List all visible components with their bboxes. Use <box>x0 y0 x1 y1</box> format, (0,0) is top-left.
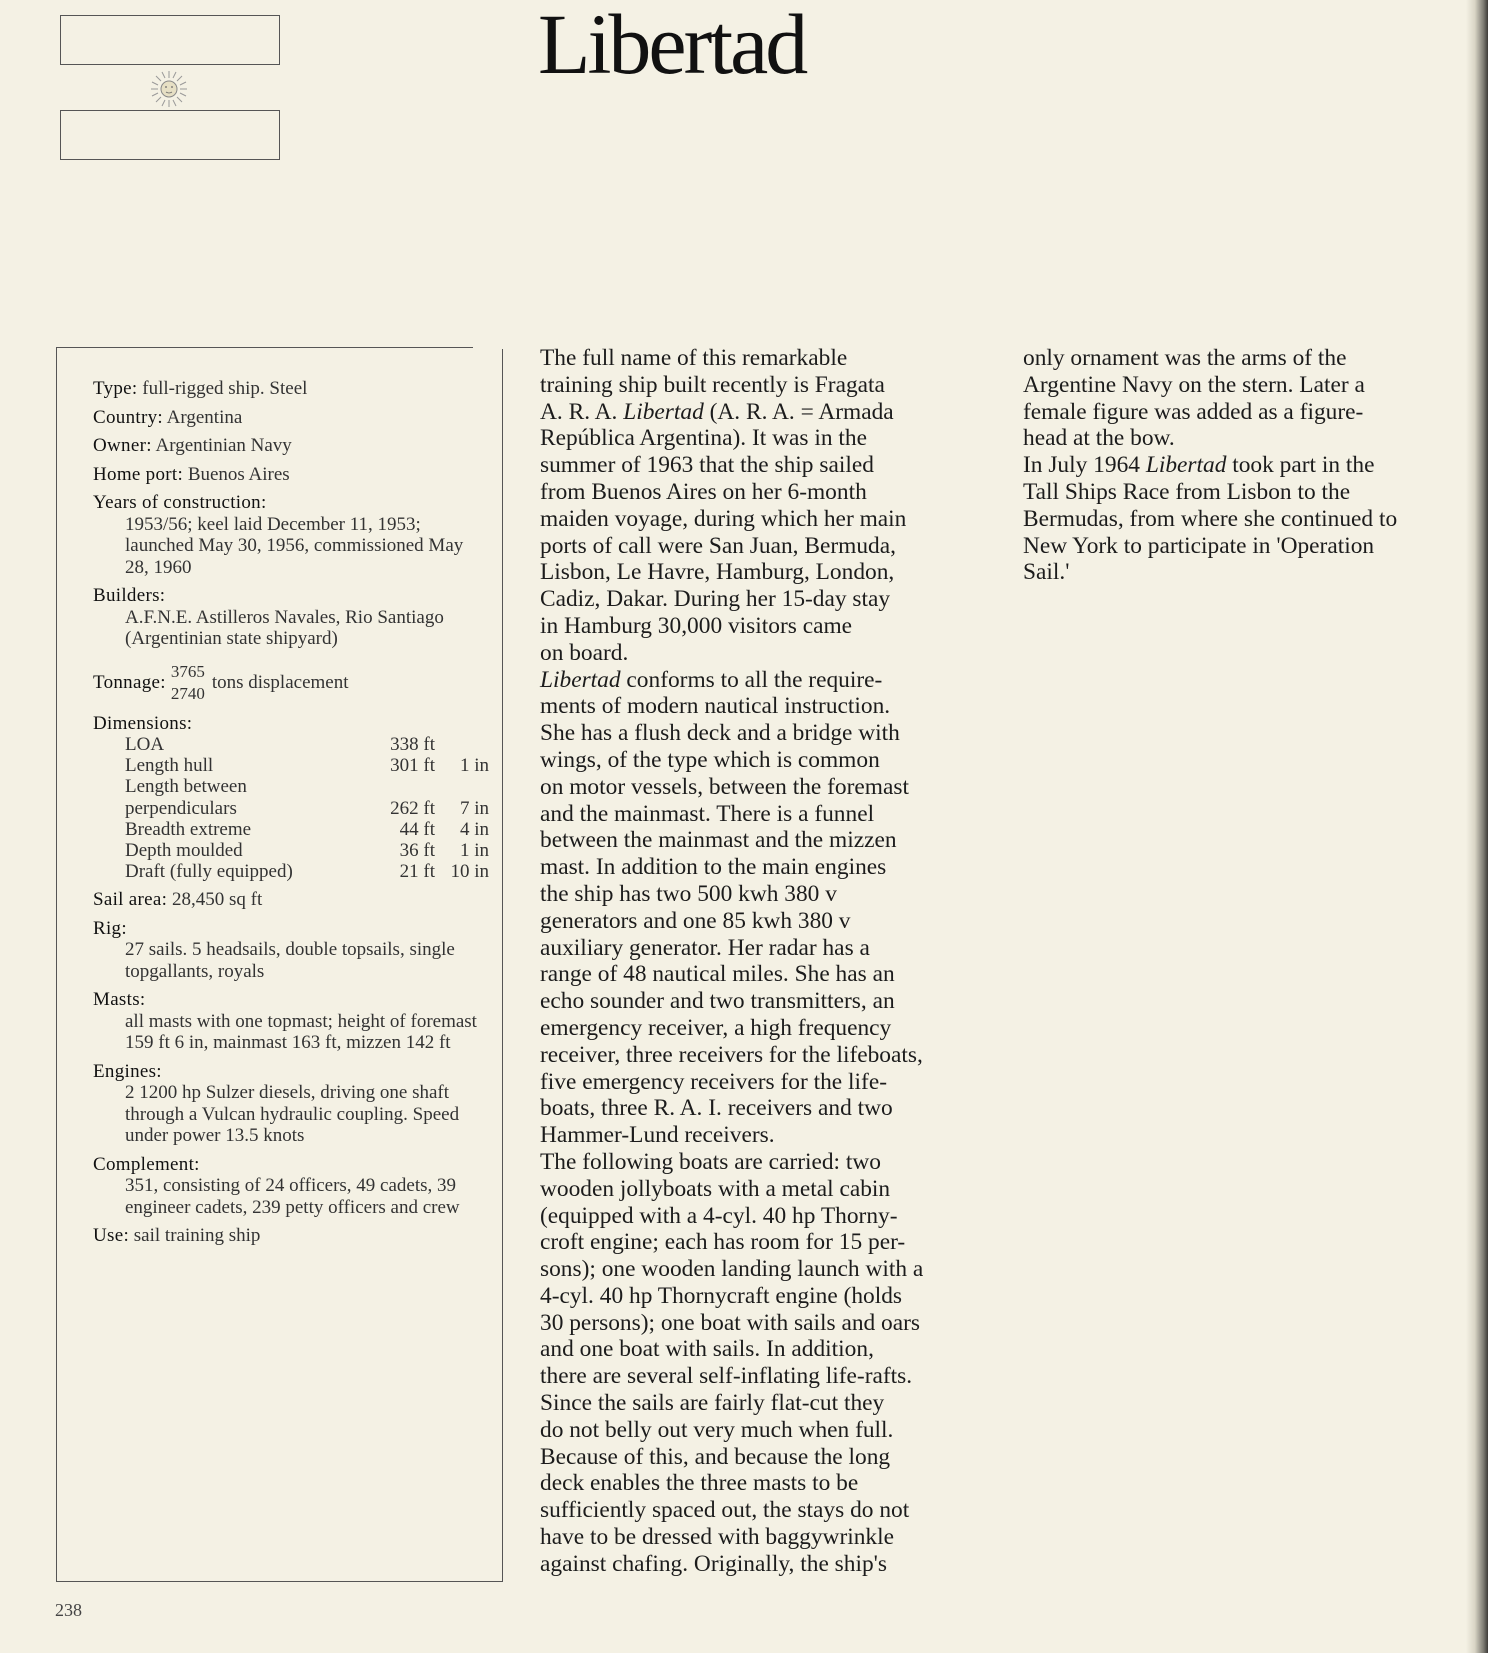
dim-ft <box>387 776 435 797</box>
body-paragraph: The following boats are carried: two wooden jollyboats with a metal cabin (equipped with a 4-cyl. 40 hp Thorny- croft engine; each has room for 15 per- sons); one wooden landing launch with a 4-cyl. 40 hp Thornycraft engine (holds 30 persons); one boat with sails and oars and one boat with sails. In addition, there are several self-inflating life-rafts. Since the sails are fairly flat-cut they do not belly out very much when full. Because of this, and because the long deck enables the three masts to be sufficiently spaced out, the stays do not have to be dressed with baggywrinkle against chafing. Originally, the ship's <box>540 1148 924 1577</box>
spec-label: Home port: <box>93 463 184 485</box>
flag-top-stripe <box>60 15 280 65</box>
text-run: In July 1964 <box>1023 452 1146 479</box>
spec-value: 27 sails. 5 headsails, double topsails, single topgallants, royals <box>125 939 455 982</box>
ship-name: Libertad <box>1145 452 1227 479</box>
spec-home-port <box>93 464 489 486</box>
spec-value: 28,450 sq ft <box>171 889 263 911</box>
spec-value: 351, consisting of 24 officers, 49 cadets, 39 engineer cadets, 239 petty officers and crew <box>125 1175 460 1218</box>
specifications-list <box>93 378 489 1254</box>
spec-value: A.F.N.E. Astilleros Navales, Rio Santiago (Argentinian state shipyard) <box>125 606 444 649</box>
tonnage-unit: tons displacement <box>211 671 349 693</box>
dim-name: perpendiculars <box>125 797 237 819</box>
spec-engines <box>93 1061 489 1147</box>
table-row <box>93 734 489 755</box>
dim-ft: 36 ft <box>399 840 435 862</box>
table-row <box>93 755 489 776</box>
spec-value: Argentina <box>166 406 243 428</box>
spec-dimensions <box>93 713 489 883</box>
dim-in: 1 in <box>459 840 489 862</box>
spec-tonnage <box>93 657 489 709</box>
spec-label: Dimensions: <box>93 712 193 734</box>
dim-ft: 21 ft <box>399 861 435 883</box>
spec-label: Type: <box>93 378 138 399</box>
tonnage-fraction <box>171 661 205 705</box>
dim-in: 7 in <box>459 797 489 819</box>
dim-ft: 262 ft <box>390 797 435 819</box>
dim-name: Length between <box>125 776 247 798</box>
spec-value: 2 1200 hp Sulzer diesels, driving one shaft through a Vulcan hydraulic coupling. Speed under power 13.5 knots <box>125 1082 460 1147</box>
dim-in <box>435 776 489 797</box>
spec-label: Years of construction: <box>93 492 267 513</box>
book-gutter-shadow <box>1466 0 1488 1653</box>
text-run: The full name of this remarkable training ship built recently is Fragata A. R. A. <box>540 345 885 425</box>
spec-value: 1953/56; keel laid December 11, 1953; launched May 30, 1956, commissioned May 28, 1960 <box>125 513 464 578</box>
spec-value: full-rigged ship. Steel <box>142 378 308 399</box>
table-row <box>93 840 489 861</box>
tonnage-top: 3765 <box>170 661 205 681</box>
spec-label: Sail area: <box>93 889 168 911</box>
spec-value: sail training ship <box>133 1225 261 1247</box>
table-row <box>93 861 489 882</box>
spec-label: Builders: <box>93 585 166 606</box>
dim-name: Depth moulded <box>125 840 243 862</box>
dim-name: LOA <box>125 734 165 755</box>
spec-value: Buenos Aires <box>187 463 290 485</box>
spec-label: Complement: <box>93 1153 200 1175</box>
dim-ft: 338 ft <box>390 734 435 755</box>
dim-in: 1 in <box>459 755 489 777</box>
spec-label: Tonnage: <box>93 671 166 693</box>
spec-masts <box>93 989 489 1054</box>
body-column-1 <box>540 345 982 1578</box>
body-paragraph: only ornament was the arms of the Argentine Navy on the stern. Later a female figure was added as a figure- head at the bow. <box>1023 345 1365 452</box>
table-row <box>93 819 489 840</box>
specifications-box <box>56 347 503 1582</box>
table-row <box>93 798 489 819</box>
spec-country <box>93 407 489 429</box>
body-paragraph <box>540 667 982 1149</box>
spec-label: Use: <box>93 1225 130 1247</box>
spec-years <box>93 492 489 578</box>
spec-value: Argentinian Navy <box>155 435 292 456</box>
spec-label: Masts: <box>93 989 146 1011</box>
dimensions-table <box>93 734 489 882</box>
spec-label: Owner: <box>93 435 152 456</box>
spec-value: all masts with one topmast; height of foremast 159 ft 6 in, mainmast 163 ft, mizzen 142 ft <box>125 1010 477 1054</box>
text-run: (A. R. A. = Armada República Argentina). It was in the summer of 1963 that the ship sailed from Buenos Aires on her 6-month maiden voyage, during which her main ports of call were San Juan, Bermuda, Lisbon, Le Havre, Hamburg, London, Cadiz, Dakar. During her 15-day stay in Hamburg 30,000 visitors came on board. <box>540 398 907 666</box>
tonnage-bottom: 2740 <box>170 683 205 703</box>
spec-owner <box>93 435 489 457</box>
dim-in <box>435 734 489 755</box>
body-paragraph <box>540 345 982 667</box>
spec-type <box>93 378 489 400</box>
dim-in: 10 in <box>450 861 489 883</box>
table-row <box>93 776 489 797</box>
body-paragraph <box>1023 452 1468 586</box>
page-title: Libertad <box>538 0 806 92</box>
spec-builders <box>93 585 489 650</box>
spec-complement <box>93 1154 489 1219</box>
spec-sail-area <box>93 889 489 911</box>
text-run: took part in the Tall Ships Race from Lisbon to the Bermudas, from where she continued to New York to participate in 'Operation Sail.' <box>1023 452 1398 586</box>
ship-name: Libertad <box>540 666 621 693</box>
body-column-2 <box>1023 345 1468 586</box>
dim-ft: 44 ft <box>399 818 435 840</box>
sun-of-may-icon <box>148 68 190 110</box>
spec-label: Country: <box>93 406 163 428</box>
dim-in: 4 in <box>459 818 489 840</box>
dim-name: Length hull <box>125 755 214 777</box>
spec-rig <box>93 918 489 983</box>
dim-name: Draft (fully equipped) <box>125 861 293 883</box>
ship-name: Libertad <box>623 398 704 425</box>
flag-bottom-stripe <box>60 110 280 160</box>
dim-name: Breadth extreme <box>125 818 252 840</box>
spec-label: Engines: <box>93 1060 162 1082</box>
dim-ft: 301 ft <box>390 755 435 777</box>
spec-use <box>93 1225 489 1247</box>
text-run: conforms to all the require- ments of modern nautical instruction. She has a flush deck and a bridge with wings, of the type which is common on motor vessels, between the foremast and the mainmast. There is a funnel between the mainmast and the mizzen mast. In addition to the main engines the ship has two 500 kwh 380 v generators and one 85 kwh 380 v auxiliary generator. Her radar has a range of 48 nautical miles. She has an echo sounder and two transmitters, an emergency receiver, a high frequency receiver, three receivers for the lifeboats, five emergency receivers for the life- boats, three R. A. I. receivers and two Hammer-Lund receivers. <box>540 666 923 1149</box>
spec-label: Rig: <box>93 917 127 939</box>
page-number: 238 <box>55 1600 82 1620</box>
